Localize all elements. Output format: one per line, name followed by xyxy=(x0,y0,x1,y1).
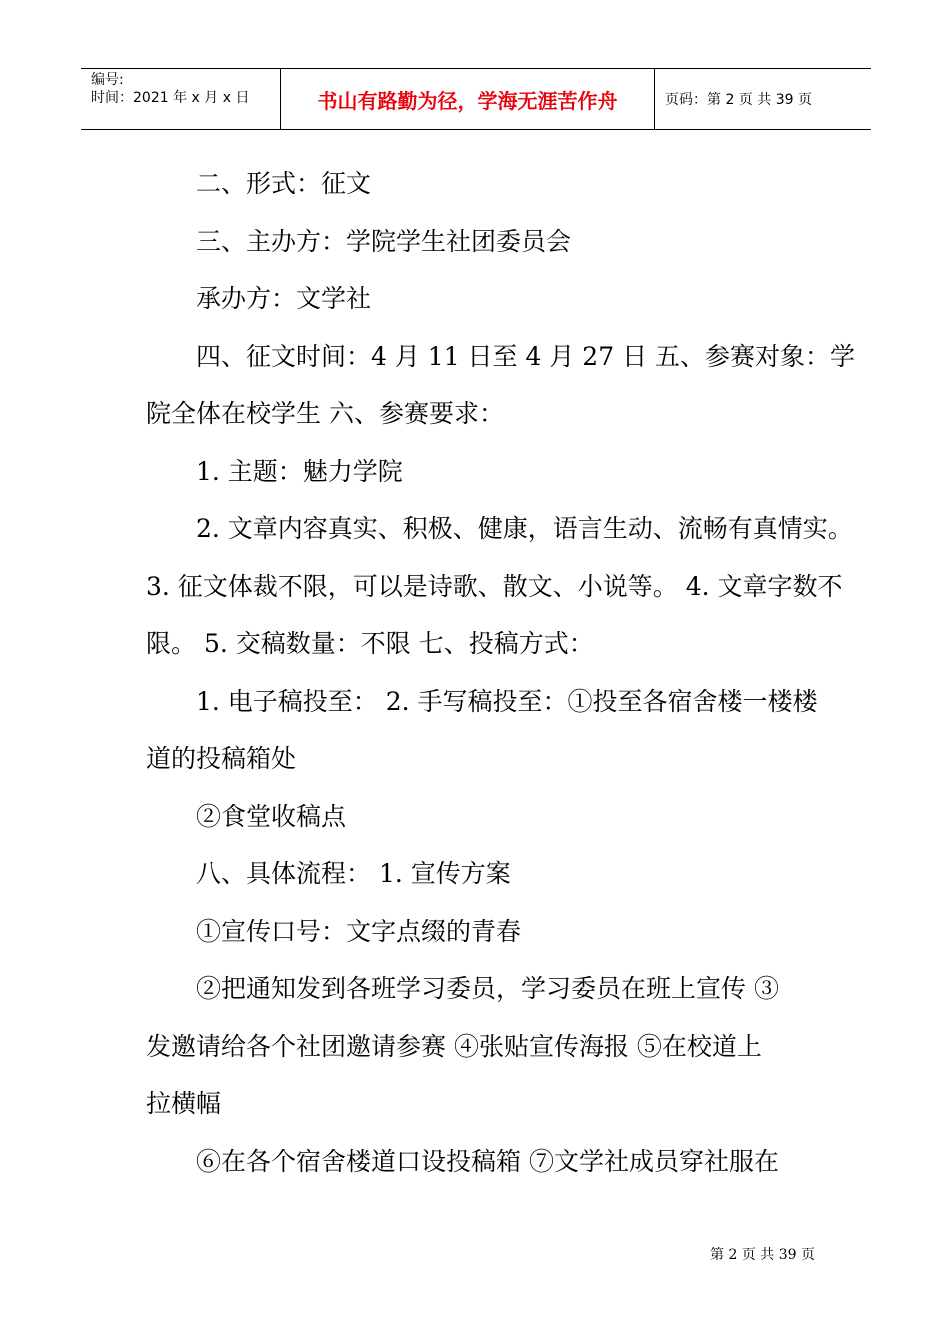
paragraph-line: 院全体在校学生 六、参赛要求： xyxy=(146,399,504,428)
paragraph-line: 四、征文时间：4 月 11 日至 4 月 27 日 五、参赛对象：学 xyxy=(196,341,856,371)
paragraph-line: ②把通知发到各班学习委员，学习委员在班上宣传 ③ xyxy=(196,974,779,1003)
paragraph-line: 拉横幅 xyxy=(146,1089,222,1118)
number-label: 编号: xyxy=(91,72,124,88)
page-header xyxy=(81,68,871,130)
page-footer: 第 2 页 共 39 页 xyxy=(710,1247,815,1263)
time-label: 时间：2021 年 x 月 x 日 xyxy=(91,90,250,106)
paragraph-line: 限。 5. 交稿数量：不限 七、投稿方式： xyxy=(146,629,594,658)
paragraph-line: ②食堂收稿点 xyxy=(196,801,347,831)
paragraph-line: 2. 文章内容真实、积极、健康，语言生动、流畅有真情实。 xyxy=(196,514,853,543)
paragraph-line: 1. 主题：魅力学院 xyxy=(196,456,403,486)
header-meta-cell xyxy=(81,69,281,129)
paragraph-line: 1. 电子稿投至： 2. 手写稿投至：①投至各宿舍楼一楼楼 xyxy=(196,686,818,716)
header-page-info: 页码：第 2 页 共 39 页 xyxy=(665,92,812,108)
paragraph-line: 三、主办方：学院学生社团委员会 xyxy=(196,226,572,256)
header-motto: 书山有路勤为径，学海无涯苦作舟 xyxy=(281,69,655,129)
paragraph-line: 二、形式：征文 xyxy=(196,169,372,198)
document-body xyxy=(146,155,856,1190)
paragraph-line: 八、具体流程： 1. 宣传方案 xyxy=(196,859,511,888)
paragraph-line: 道的投稿箱处 xyxy=(146,744,297,773)
paragraph-line: 承办方：文学社 xyxy=(196,284,372,313)
paragraph-line: ⑥在各个宿舍楼道口设投稿箱 ⑦文学社成员穿社服在 xyxy=(196,1146,779,1176)
paragraph-line: ①宣传口号：文字点缀的青春 xyxy=(196,916,522,946)
paragraph-line: 发邀请给各个社团邀请参赛 ④张贴宣传海报 ⑤在校道上 xyxy=(146,1031,762,1061)
paragraph-line: 3. 征文体裁不限，可以是诗歌、散文、小说等。 4. 文章字数不 xyxy=(146,571,843,601)
